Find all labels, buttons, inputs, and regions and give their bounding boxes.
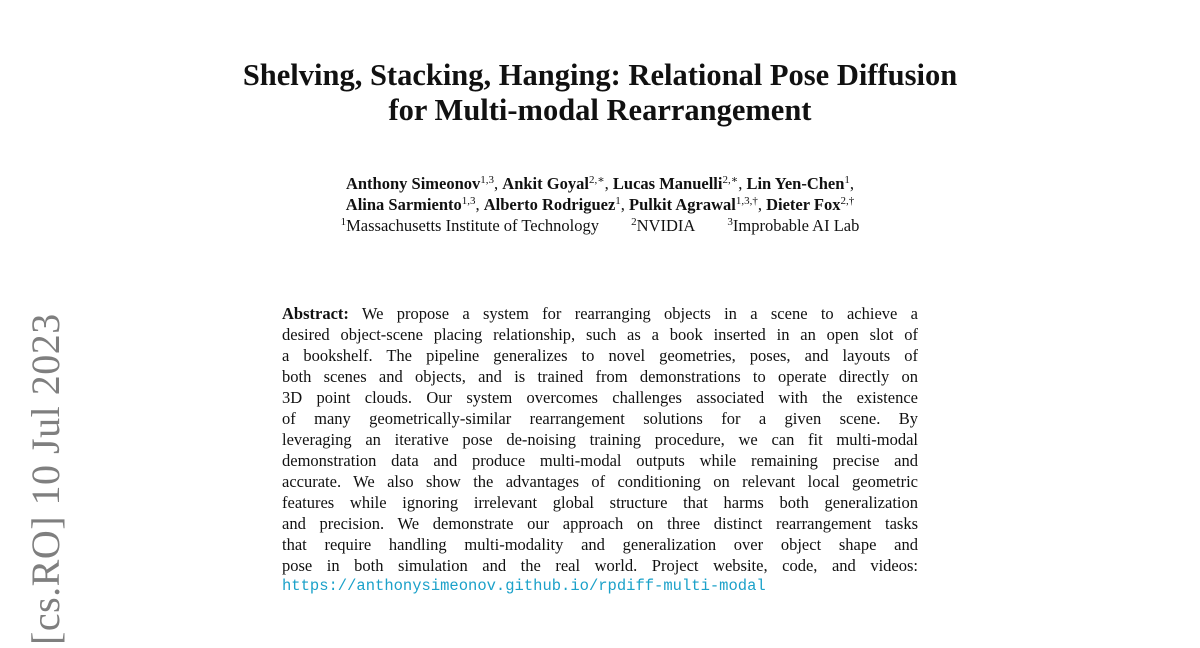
author-separator: , bbox=[475, 195, 484, 214]
author-affiliation-marker: 2,† bbox=[840, 195, 855, 207]
author bbox=[629, 195, 766, 214]
abstract-line: features while ignoring irrelevant global structure that harms both generalization bbox=[282, 493, 918, 512]
paper-title bbox=[150, 58, 1050, 128]
author bbox=[346, 174, 502, 193]
title-line-1: Shelving, Stacking, Hanging: Relational Pose Diffusion bbox=[242, 58, 958, 92]
abstract-line: demonstration data and produce multi-modal outputs while remaining precise and bbox=[282, 451, 918, 470]
abstract-line: accurate. We also show the advantages of conditioning on relevant local geometric bbox=[282, 472, 918, 491]
author-separator: , bbox=[620, 195, 630, 214]
author-separator: , bbox=[494, 174, 503, 193]
author-affiliation-marker: 1 bbox=[844, 174, 850, 186]
author-name: Dieter Fox bbox=[766, 195, 841, 214]
affiliation bbox=[341, 216, 599, 235]
author-affiliation-marker: 1 bbox=[615, 195, 621, 207]
affiliation-name: NVIDIA bbox=[636, 216, 696, 235]
author-affiliation-marker: 1,3 bbox=[461, 195, 476, 207]
affiliation-line bbox=[150, 215, 1050, 236]
affiliation-marker: 3 bbox=[727, 216, 733, 228]
author-affiliation-marker: 1,3 bbox=[480, 174, 495, 186]
abstract-line: 3D point clouds. Our system overcomes challenges associated with the existence bbox=[282, 388, 918, 407]
abstract bbox=[282, 303, 918, 597]
affiliation-marker: 1 bbox=[340, 216, 347, 228]
author-separator: , bbox=[849, 174, 855, 193]
affiliation-name: Massachusetts Institute of Technology bbox=[346, 216, 599, 235]
project-website-link[interactable]: https://anthonysimeonov.github.io/rpdiff-multi-modal bbox=[282, 577, 766, 595]
author-affiliation-marker: 2,∗ bbox=[588, 174, 605, 186]
author-name: Anthony Simeonov bbox=[345, 174, 481, 193]
author-name: Alberto Rodriguez bbox=[483, 195, 616, 214]
abstract-line bbox=[282, 303, 918, 324]
author-separator: , bbox=[604, 174, 613, 193]
abstract-line: both scenes and objects, and is trained from demonstrations to operate directly on bbox=[282, 367, 918, 386]
author-name: Pulkit Agrawal bbox=[629, 195, 736, 214]
abstract-line: that require handling multi-modality and generalization over object shape and bbox=[282, 535, 918, 554]
abstract-line: a bookshelf. The pipeline generalizes to novel geometries, poses, and layouts of bbox=[282, 346, 918, 365]
author-block bbox=[150, 173, 1050, 236]
author-separator: , bbox=[757, 195, 767, 214]
author bbox=[746, 174, 854, 193]
abstract-text: We propose a system for rearranging objects in a scene to achieve a bbox=[348, 304, 918, 323]
author-affiliation-marker: 1,3,† bbox=[735, 195, 758, 207]
abstract-line: pose in both simulation and the real world. Project website, code, and videos: bbox=[282, 556, 918, 575]
author-line-1 bbox=[150, 173, 1050, 194]
author bbox=[484, 195, 629, 214]
author bbox=[346, 195, 484, 214]
affiliation bbox=[631, 216, 695, 235]
author bbox=[502, 174, 613, 193]
author-name: Lin Yen-Chen bbox=[746, 174, 845, 193]
affiliation-marker: 2 bbox=[631, 216, 637, 228]
abstract-line: and precision. We demonstrate our approach on three distinct rearrangement tasks bbox=[282, 514, 918, 533]
abstract-line: of many geometrically-similar rearrangement solutions for a given scene. By bbox=[282, 409, 918, 428]
abstract-line: desired object-scene placing relationship, such as a book inserted in an open slot of bbox=[282, 325, 918, 344]
abstract-label: Abstract: bbox=[282, 304, 349, 323]
author bbox=[613, 174, 747, 193]
author-name: Alina Sarmiento bbox=[345, 195, 462, 214]
arxiv-stamp: [cs.RO] 10 Jul 2023 bbox=[23, 313, 68, 645]
affiliation-name: Improbable AI Lab bbox=[732, 216, 860, 235]
author-affiliation-marker: 2,∗ bbox=[722, 174, 739, 186]
author-name: Lucas Manuelli bbox=[612, 174, 723, 193]
affiliation bbox=[727, 216, 859, 235]
author bbox=[766, 195, 854, 214]
author-name: Ankit Goyal bbox=[502, 174, 589, 193]
title-line-2: for Multi-modal Rearrangement bbox=[388, 93, 812, 127]
author-line-2 bbox=[150, 194, 1050, 215]
author-separator: , bbox=[738, 174, 747, 193]
abstract-line: leveraging an iterative pose de-noising training procedure, we can fit multi-modal bbox=[282, 430, 918, 449]
